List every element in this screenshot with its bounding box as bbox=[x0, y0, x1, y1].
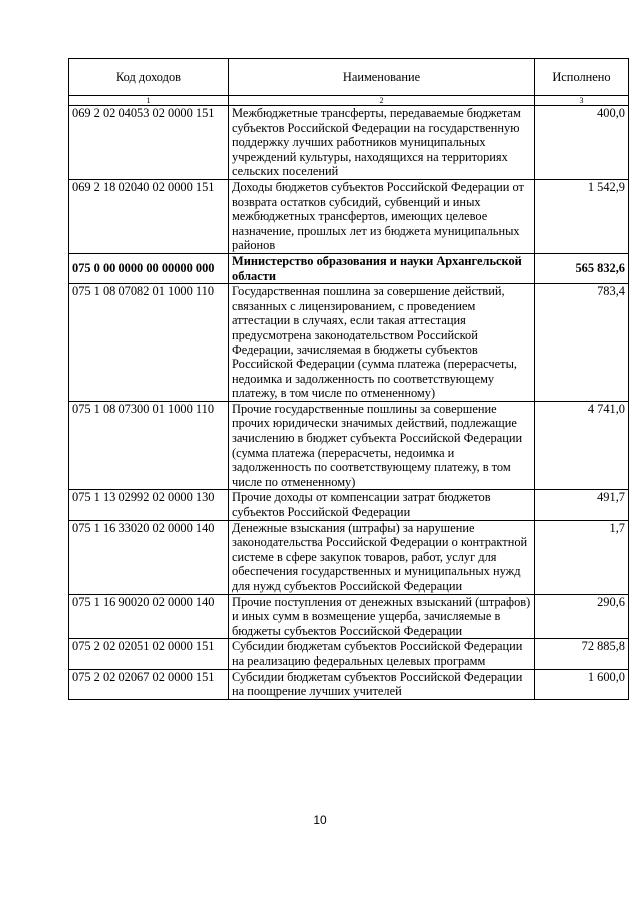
column-number: 1 bbox=[69, 96, 229, 106]
page-number: 10 bbox=[313, 813, 327, 827]
executed-sum-cell: 491,7 bbox=[535, 490, 629, 520]
executed-sum-cell: 783,4 bbox=[535, 284, 629, 402]
header-sum: Исполнено bbox=[535, 59, 629, 96]
table-row bbox=[69, 253, 629, 283]
income-name-cell: Субсидии бюджетам субъектов Российской Федерации на реализацию федеральных целевых программ bbox=[229, 639, 535, 669]
executed-sum-cell: 72 885,8 bbox=[535, 639, 629, 669]
executed-sum-cell: 1 600,0 bbox=[535, 669, 629, 699]
income-name-cell: Прочие поступления от денежных взысканий (штрафов) и иных сумм в возмещение ущерба, зачисляемые в бюджеты субъектов Российской Федерации bbox=[229, 594, 535, 639]
table-row bbox=[69, 401, 629, 490]
column-number-row bbox=[69, 96, 629, 106]
revenue-table bbox=[68, 58, 629, 700]
income-code-cell: 075 1 16 90020 02 0000 140 bbox=[69, 594, 229, 639]
income-code-cell: 075 1 08 07082 01 1000 110 bbox=[69, 284, 229, 402]
table-header-row bbox=[69, 59, 629, 96]
income-name-cell: Денежные взыскания (штрафы) за нарушение законодательства Российской Федерации о контрактной системе в сфере закупок товаров, работ, услуг для обеспечения государственных и муниципальных нужд для нужд субъектов Российской Федерации bbox=[229, 520, 535, 594]
income-code-cell: 075 0 00 0000 00 00000 000 bbox=[69, 253, 229, 283]
table-row bbox=[69, 669, 629, 699]
executed-sum-cell: 1,7 bbox=[535, 520, 629, 594]
income-code-cell: 069 2 18 02040 02 0000 151 bbox=[69, 179, 229, 253]
column-number: 3 bbox=[535, 96, 629, 106]
table-row bbox=[69, 639, 629, 669]
executed-sum-cell: 4 741,0 bbox=[535, 401, 629, 490]
income-code-cell: 075 1 16 33020 02 0000 140 bbox=[69, 520, 229, 594]
executed-sum-cell: 290,6 bbox=[535, 594, 629, 639]
income-code-cell: 075 2 02 02067 02 0000 151 bbox=[69, 669, 229, 699]
header-name: Наименование bbox=[229, 59, 535, 96]
income-name-cell: Доходы бюджетов субъектов Российской Федерации от возврата остатков субсидий, субвенций и иных межбюджетных трансфертов, имеющих целевое назначение, прошлых лет из бюджета муниципальных районов bbox=[229, 179, 535, 253]
income-code-cell: 069 2 02 04053 02 0000 151 bbox=[69, 106, 229, 180]
income-name-cell: Межбюджетные трансферты, передаваемые бюджетам субъектов Российской Федерации на государственную поддержку лучших работников муниципальных учреждений культуры, находящихся на территориях сельских поселений bbox=[229, 106, 535, 180]
income-name-cell: Государственная пошлина за совершение действий, связанных с лицензированием, с проведением аттестации в случаях, если такая аттестация предусмотрена законодательством Российской Федерации, зачисляемая в бюджеты субъектов Российской Федерации (сумма платежа (перерасчеты, недоимка и задолженность по соответствующему платежу, в том числе по отмененному) bbox=[229, 284, 535, 402]
column-number: 2 bbox=[229, 96, 535, 106]
table-row bbox=[69, 179, 629, 253]
executed-sum-cell: 400,0 bbox=[535, 106, 629, 180]
income-name-cell: Субсидии бюджетам субъектов Российской Федерации на поощрение лучших учителей bbox=[229, 669, 535, 699]
income-code-cell: 075 2 02 02051 02 0000 151 bbox=[69, 639, 229, 669]
table-row bbox=[69, 284, 629, 402]
income-code-cell: 075 1 13 02992 02 0000 130 bbox=[69, 490, 229, 520]
table-row bbox=[69, 520, 629, 594]
income-name-cell: Прочие доходы от компенсации затрат бюджетов субъектов Российской Федерации bbox=[229, 490, 535, 520]
header-code: Код доходов bbox=[69, 59, 229, 96]
income-name-cell: Прочие государственные пошлины за совершение прочих юридически значимых действий, подлежащие зачислению в бюджет субъекта Российской Федерации (сумма платежа (перерасчеты, недоимка и задолженность по соответствующему платежу, в том числе по отмененному) bbox=[229, 401, 535, 490]
executed-sum-cell: 1 542,9 bbox=[535, 179, 629, 253]
executed-sum-cell: 565 832,6 bbox=[535, 253, 629, 283]
income-name-cell: Министерство образования и науки Архангельской области bbox=[229, 253, 535, 283]
table-row bbox=[69, 106, 629, 180]
table-row bbox=[69, 594, 629, 639]
income-code-cell: 075 1 08 07300 01 1000 110 bbox=[69, 401, 229, 490]
table-row bbox=[69, 490, 629, 520]
